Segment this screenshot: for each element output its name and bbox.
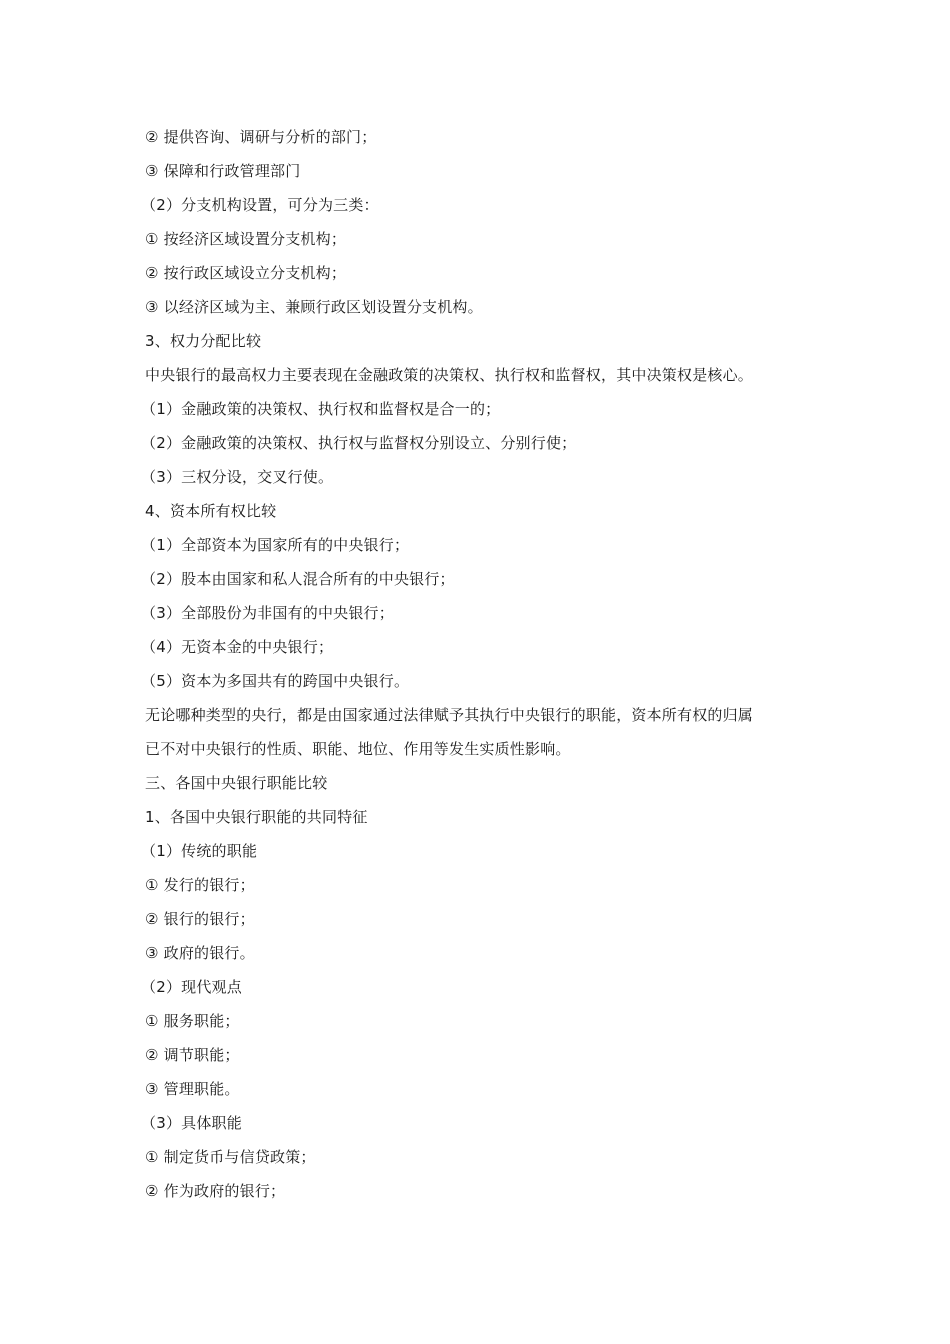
text-line: 中央银行的最高权力主要表现在金融政策的决策权、执行权和监督权，其中决策权是核心。 [145,366,754,384]
text-line: （3）具体职能 [141,1114,242,1132]
text-line: ② 按行政区域设立分支机构； [145,264,347,282]
text-line: ③ 管理职能。 [145,1080,240,1098]
section-heading: 三、各国中央银行职能比较 [145,774,328,792]
text-line: （3）全部股份为非国有的中央银行； [141,604,394,622]
text-line: （5）资本为多国共有的跨国中央银行。 [141,672,410,690]
section-heading: 3、权力分配比较 [145,332,262,350]
text-line: ② 调节职能； [145,1046,240,1064]
text-line: ② 作为政府的银行； [145,1182,286,1200]
text-line: ① 按经济区域设置分支机构； [145,230,347,248]
text-line: （1）金融政策的决策权、执行权和监督权是合一的； [141,400,501,418]
document-body [141,120,825,1208]
text-line: ① 服务职能； [145,1012,240,1030]
text-line: （2）现代观点 [141,978,242,996]
text-line: （1）全部资本为国家所有的中央银行； [141,536,410,554]
text-line: （1）传统的职能 [141,842,258,860]
text-line: （2）股本由国家和私人混合所有的中央银行； [141,570,455,588]
text-line: ③ 以经济区域为主、兼顾行政区划设置分支机构。 [145,298,483,316]
text-line: ③ 保障和行政管理部门 [145,162,301,180]
section-heading: 4、资本所有权比较 [145,502,277,520]
text-line: ② 银行的银行； [145,910,255,928]
text-line: ① 制定货币与信贷政策； [145,1148,316,1166]
text-line: 无论哪种类型的央行，都是由国家通过法律赋予其执行中央银行的职能，资本所有权的归属 [145,706,754,724]
text-line: （2）分支机构设置，可分为三类： [141,196,379,214]
text-line: （2）金融政策的决策权、执行权与监督权分别设立、分别行使； [141,434,577,452]
text-line: ① 发行的银行； [145,876,255,894]
text-line: （4）无资本金的中央银行； [141,638,334,656]
text-line: ② 提供咨询、调研与分析的部门； [145,128,377,146]
section-heading: 1、各国中央银行职能的共同特征 [145,808,368,826]
text-line: （3）三权分设，交叉行使。 [141,468,334,486]
text-line: ③ 政府的银行。 [145,944,255,962]
text-line: 已不对中央银行的性质、职能、地位、作用等发生实质性影响。 [145,740,571,758]
